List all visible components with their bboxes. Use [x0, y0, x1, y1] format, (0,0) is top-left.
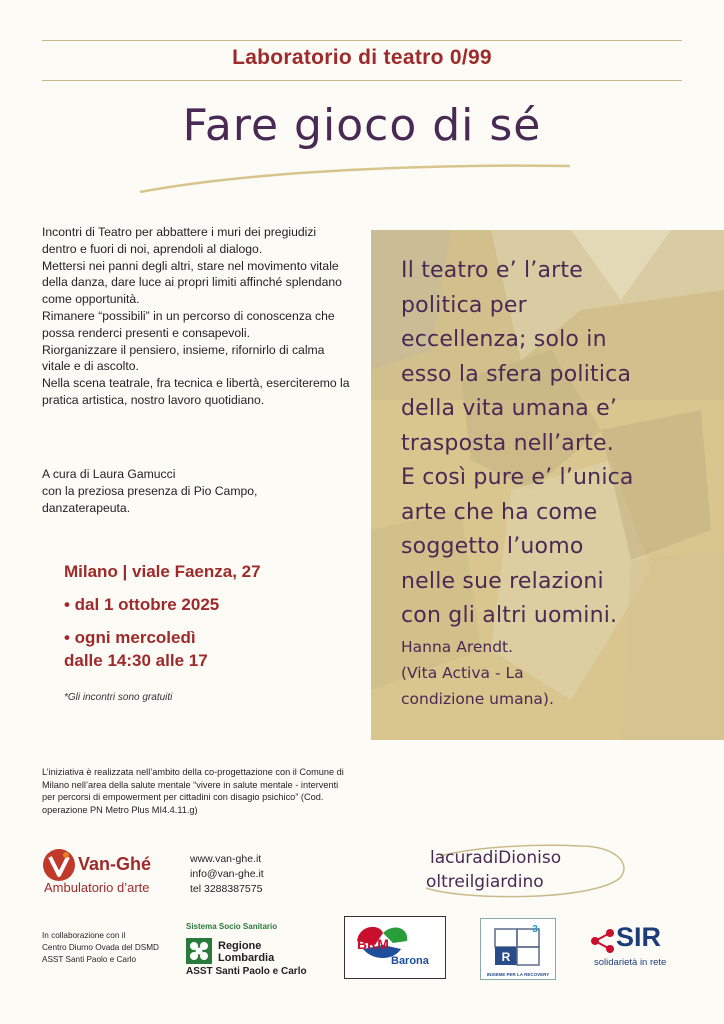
project-note: L’iniziativa è realizzata nell’ambito della co-progettazione con il Comune di Milano nell’area della salute mentale “vivere in salute mentale - interventi per percorsi di empowerment per cittadini con disagio psichico” (Cod. operazione PN Metro Plus MI4.4.11.g)	[42, 767, 344, 815]
lombardia-name-line: Lombardia	[218, 952, 275, 964]
quote-line: trasposta nell’arte.	[401, 430, 614, 456]
header-rule	[42, 80, 682, 81]
quote-author-line: condizione umana).	[401, 690, 554, 708]
bkm-name: Barona	[391, 955, 429, 967]
vanghe-subtitle: Ambulatorio d’arte	[44, 880, 150, 895]
recovery-logo	[480, 918, 556, 980]
dioniso-line2: oltreilgiardino	[426, 872, 544, 892]
event-info	[64, 560, 364, 672]
quote-line: della vita umana e’	[401, 396, 618, 421]
bkm-barona-logo	[344, 916, 446, 979]
intro-paragraph: Riorganizzare il pensiero, insieme, rifornirlo di calma vitale e di ascolto.	[42, 342, 325, 374]
dioniso-logo	[420, 842, 630, 902]
quote-line: Il teatro e’ l’arte	[401, 258, 583, 283]
intro-paragraph: Nella scena teatrale, fra tecnica e libertà, eserciteremo la pratica artistica, nostro lavoro quotidiano.	[42, 376, 350, 407]
top-rule	[42, 40, 682, 41]
quote-author-line: Hanna Arendt.	[401, 638, 514, 656]
quote-line: politica per	[401, 292, 527, 318]
free-note: *Gli incontri sono gratuiti	[64, 692, 173, 703]
intro-paragraph: Incontri di Teatro per abbattere i muri dei pregiudizi dentro e fuori di noi, aprendoli al dialogo.	[42, 225, 317, 256]
recovery-mark: R	[501, 950, 511, 964]
quote-line: eccellenza; solo in	[401, 327, 607, 352]
event-time: dalle 14:30 alle 17	[64, 651, 208, 670]
intro-paragraph: Rimanere “possibili” in un percorso di conoscenza che possa renderci presenti e consapevoli.	[42, 308, 335, 340]
credits-line: danzaterapeuta.	[42, 500, 131, 515]
header-title: Laboratorio di teatro 0/99	[232, 46, 492, 69]
intro-text	[42, 224, 352, 409]
sir-share-icon	[590, 928, 616, 954]
intro-paragraph: Mettersi nei panni degli altri, stare nel movimento vitale della danza, dare luce ai propri limiti affinché splendano come opportunità.	[42, 258, 342, 307]
event-location: Milano | viale Faenza, 27	[64, 562, 261, 581]
lombardia-logo	[186, 922, 326, 977]
phone-number: tel 3288387575	[190, 883, 263, 895]
title-swoosh	[138, 158, 578, 198]
page-title: Fare gioco di sé	[182, 100, 542, 151]
sir-name: SIR	[616, 922, 662, 952]
event-day: • ogni mercoledì	[64, 628, 196, 647]
quote-line: con gli altri uomini.	[401, 603, 618, 628]
lombardia-rose-icon	[186, 938, 212, 964]
credits-line: con la preziosa presenza di Pio Campo,	[42, 483, 258, 498]
credits-line: A cura di Laura Gamucci	[42, 467, 176, 481]
vanghe-name: Van-Ghé	[78, 854, 152, 874]
lombardia-name	[218, 940, 274, 964]
collaboration-note	[42, 930, 182, 966]
quote-line: soggetto l’uomo	[401, 534, 584, 559]
lombardia-system-label: Sistema Socio Sanitario	[186, 922, 278, 931]
dioniso-line1: lacuradiDioniso	[430, 848, 562, 868]
email-link[interactable]: info@van-ghe.it	[190, 868, 264, 880]
website-link[interactable]: www.van-ghe.it	[190, 853, 262, 865]
quote-line: arte che ha come	[401, 499, 598, 525]
quote-panel	[371, 230, 724, 740]
contacts	[190, 852, 264, 897]
recovery-number: 3	[532, 924, 538, 935]
quote-author-line: (Vita Activa - La	[401, 664, 524, 682]
lombardia-asst: ASST Santi Paolo e Carlo	[186, 966, 307, 977]
credits	[42, 466, 352, 516]
quote-text	[401, 254, 721, 634]
collab-line: Centro Diurno Ovada del DSMD	[42, 943, 159, 952]
sir-subtitle: solidarietà in rete	[594, 957, 667, 968]
lombardia-name-line: Regione	[218, 940, 262, 952]
puzzle-icon	[493, 923, 545, 969]
quote-author	[401, 634, 711, 712]
quote-line: nelle sue relazioni	[401, 568, 604, 594]
collab-line: ASST Santi Paolo e Carlo	[42, 955, 137, 964]
recovery-label: INSIEME PER LA RECOVERY	[486, 972, 550, 977]
bkm-mark: BKM	[357, 936, 389, 952]
quote-line: E così pure e’ l’unica	[401, 465, 634, 490]
collab-line: In collaborazione con il	[42, 931, 126, 940]
event-date: • dal 1 ottobre 2025	[64, 595, 220, 614]
quote-line: esso la sfera politica	[401, 361, 632, 387]
vanghe-logo-icon	[42, 848, 76, 882]
